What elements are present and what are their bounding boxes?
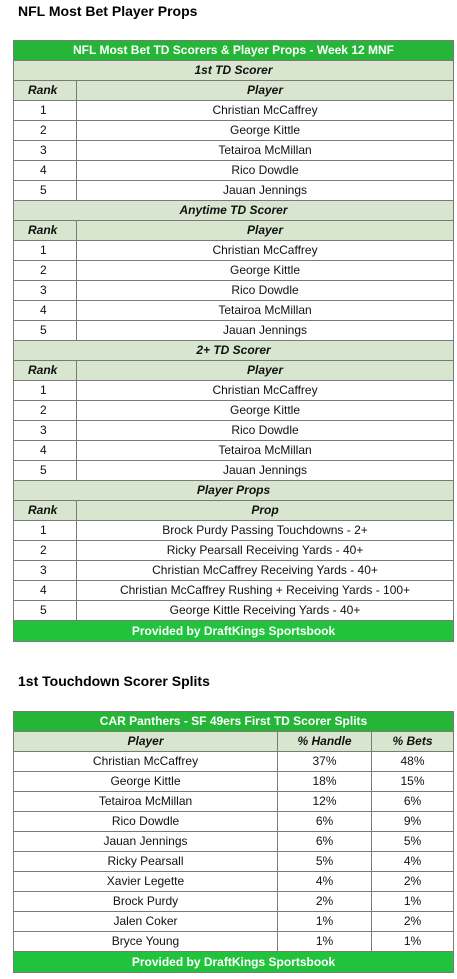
group-header-row [14,501,454,521]
group-title: 1st TD Scorer [14,61,454,81]
table-row [14,752,454,772]
bets-cell: 1% [372,932,454,952]
handle-cell: 18% [278,772,372,792]
rank-cell: 4 [14,161,77,181]
col-header-player: Player [14,732,278,752]
bets-cell: 9% [372,812,454,832]
rank-cell: 5 [14,181,77,201]
item-cell: Jauan Jennings [77,321,454,341]
bets-cell: 2% [372,912,454,932]
handle-cell: 5% [278,852,372,872]
col-header-bets: % Bets [372,732,454,752]
rank-cell: 2 [14,121,77,141]
table-row [14,872,454,892]
table-row [14,601,454,621]
col-header-item: Player [77,361,454,381]
rank-cell: 2 [14,541,77,561]
handle-cell: 4% [278,872,372,892]
item-cell: Rico Dowdle [77,281,454,301]
item-cell: Ricky Pearsall Receiving Yards - 40+ [77,541,454,561]
group-header-row [14,221,454,241]
props-footer: Provided by DraftKings Sportsbook [14,621,454,642]
item-cell: George Kittle [77,401,454,421]
item-cell: Brock Purdy Passing Touchdowns - 2+ [77,521,454,541]
player-cell: George Kittle [14,772,278,792]
table-row [14,932,454,952]
rank-cell: 5 [14,461,77,481]
rank-cell: 1 [14,241,77,261]
table-row [14,772,454,792]
table-row [14,792,454,812]
props-section-title: NFL Most Bet Player Props [18,3,198,19]
table-row [14,812,454,832]
rank-cell: 3 [14,281,77,301]
player-cell: Tetairoa McMillan [14,792,278,812]
bets-cell: 2% [372,872,454,892]
col-header-handle: % Handle [278,732,372,752]
table-row [14,892,454,912]
rank-cell: 4 [14,581,77,601]
handle-cell: 2% [278,892,372,912]
item-cell: Christian McCaffrey [77,101,454,121]
item-cell: George Kittle Receiving Yards - 40+ [77,601,454,621]
bets-cell: 5% [372,832,454,852]
table-row [14,421,454,441]
group-title-row [14,61,454,81]
table-row [14,281,454,301]
item-cell: Jauan Jennings [77,461,454,481]
splits-banner: CAR Panthers - SF 49ers First TD Scorer Splits [14,712,454,732]
table-row [14,541,454,561]
table-row [14,121,454,141]
table-row [14,561,454,581]
table-row [14,241,454,261]
item-cell: Tetairoa McMillan [77,301,454,321]
col-header-item: Player [77,81,454,101]
props-table [13,40,454,642]
item-cell: Tetairoa McMillan [77,441,454,461]
group-title: Player Props [14,481,454,501]
group-title-row [14,341,454,361]
splits-header-row [14,732,454,752]
rank-cell: 3 [14,421,77,441]
item-cell: George Kittle [77,261,454,281]
rank-cell: 3 [14,141,77,161]
table-row [14,401,454,421]
table-row [14,101,454,121]
group-title-row [14,201,454,221]
splits-footer: Provided by DraftKings Sportsbook [14,952,454,973]
splits-table [13,711,454,973]
group-title: 2+ TD Scorer [14,341,454,361]
col-header-item: Player [77,221,454,241]
item-cell: Jauan Jennings [77,181,454,201]
item-cell: Christian McCaffrey Rushing + Receiving Yards - 100+ [77,581,454,601]
table-row [14,321,454,341]
table-row [14,301,454,321]
splits-section-title: 1st Touchdown Scorer Splits [18,673,210,689]
table-row [14,521,454,541]
rank-cell: 2 [14,261,77,281]
table-row [14,441,454,461]
handle-cell: 1% [278,932,372,952]
table-row [14,581,454,601]
bets-cell: 48% [372,752,454,772]
player-cell: Jalen Coker [14,912,278,932]
splits-banner-row [14,712,454,732]
player-cell: Xavier Legette [14,872,278,892]
item-cell: Christian McCaffrey Receiving Yards - 40+ [77,561,454,581]
rank-cell: 1 [14,521,77,541]
props-banner-row [14,41,454,61]
bets-cell: 15% [372,772,454,792]
rank-cell: 4 [14,301,77,321]
props-banner: NFL Most Bet TD Scorers & Player Props - Week 12 MNF [14,41,454,61]
handle-cell: 6% [278,812,372,832]
group-header-row [14,81,454,101]
player-cell: Jauan Jennings [14,832,278,852]
item-cell: George Kittle [77,121,454,141]
item-cell: Rico Dowdle [77,421,454,441]
rank-cell: 1 [14,101,77,121]
rank-cell: 1 [14,381,77,401]
col-header-rank: Rank [14,81,77,101]
table-row [14,261,454,281]
group-header-row [14,361,454,381]
splits-footer-row [14,952,454,973]
rank-cell: 5 [14,321,77,341]
item-cell: Christian McCaffrey [77,381,454,401]
rank-cell: 3 [14,561,77,581]
player-cell: Bryce Young [14,932,278,952]
item-cell: Christian McCaffrey [77,241,454,261]
rank-cell: 2 [14,401,77,421]
table-row [14,912,454,932]
col-header-rank: Rank [14,501,77,521]
col-header-rank: Rank [14,221,77,241]
rank-cell: 5 [14,601,77,621]
rank-cell: 4 [14,441,77,461]
handle-cell: 6% [278,832,372,852]
table-row [14,161,454,181]
handle-cell: 37% [278,752,372,772]
table-row [14,852,454,872]
item-cell: Tetairoa McMillan [77,141,454,161]
table-row [14,381,454,401]
item-cell: Rico Dowdle [77,161,454,181]
handle-cell: 12% [278,792,372,812]
table-row [14,461,454,481]
bets-cell: 1% [372,892,454,912]
col-header-item: Prop [77,501,454,521]
table-row [14,832,454,852]
bets-cell: 6% [372,792,454,812]
bets-cell: 4% [372,852,454,872]
player-cell: Brock Purdy [14,892,278,912]
group-title: Anytime TD Scorer [14,201,454,221]
props-footer-row [14,621,454,642]
table-row [14,181,454,201]
player-cell: Christian McCaffrey [14,752,278,772]
group-title-row [14,481,454,501]
table-row [14,141,454,161]
player-cell: Rico Dowdle [14,812,278,832]
col-header-rank: Rank [14,361,77,381]
player-cell: Ricky Pearsall [14,852,278,872]
handle-cell: 1% [278,912,372,932]
